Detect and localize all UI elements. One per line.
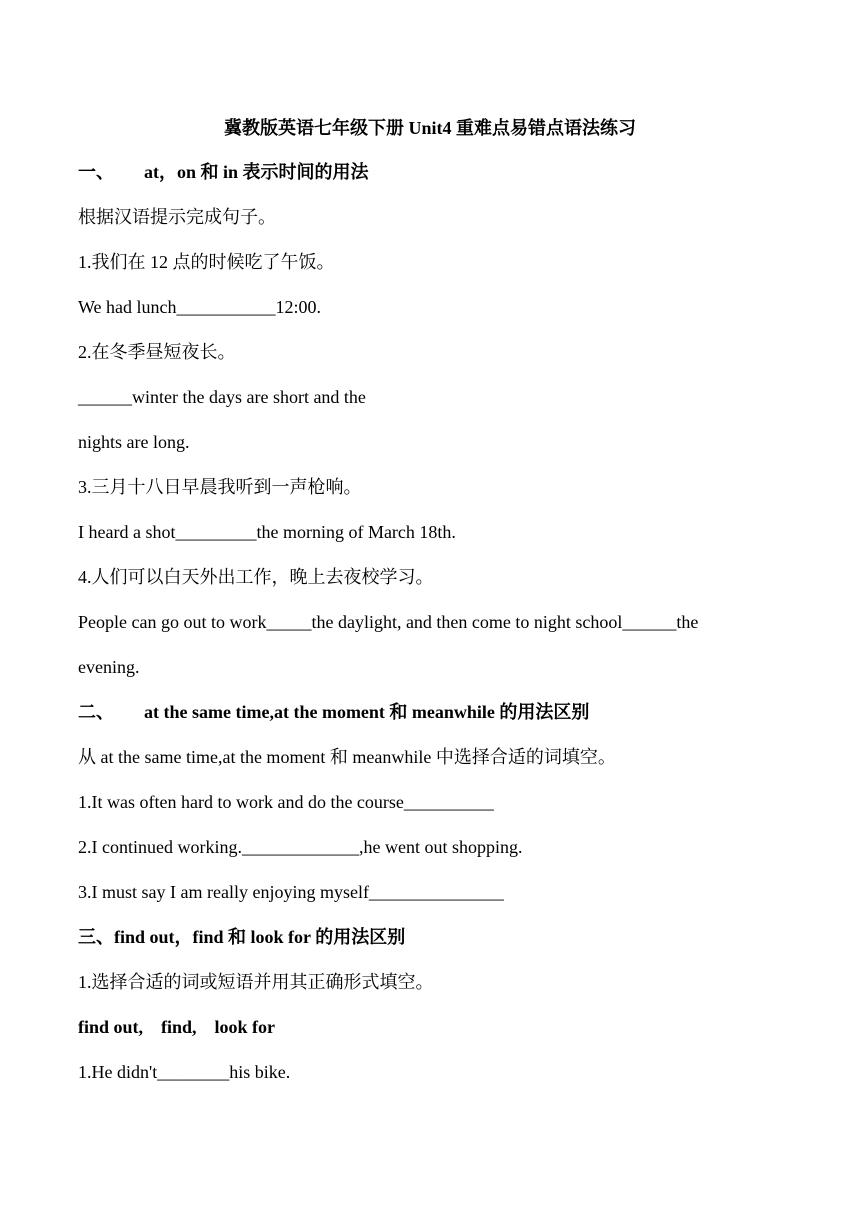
question-3-chinese: 3.三月十八日早晨我听到一声枪响。 bbox=[78, 477, 362, 497]
section-3-instruction: 1.选择合适的词或短语并用其正确形式填空。 bbox=[78, 972, 434, 992]
question-4-chinese: 4.人们可以白天外出工作，晚上去夜校学习。 bbox=[78, 567, 434, 587]
question-4-english-line-1: People can go out to work_____the daylight, and then come to night school______the bbox=[78, 612, 699, 632]
question-2-english-line-1: ______winter the days are short and the bbox=[78, 387, 366, 407]
question-2-chinese: 2.在冬季昼短夜长。 bbox=[78, 342, 236, 362]
section-2-title: at the same time,at the moment 和 meanwhile 的用法区别 bbox=[144, 702, 590, 722]
section-2-heading bbox=[78, 701, 589, 723]
section-2-question-2: 2.I continued working._____________,he went out shopping. bbox=[78, 837, 523, 857]
section-1-instruction: 根据汉语提示完成句子。 bbox=[78, 207, 276, 227]
question-3-english: I heard a shot_________the morning of March 18th. bbox=[78, 522, 456, 542]
document-title: 冀教版英语七年级下册 Unit4 重难点易错点语法练习 bbox=[223, 118, 636, 138]
section-1-number: 一、 bbox=[78, 162, 114, 182]
section-2-number: 二、 bbox=[78, 702, 114, 722]
section-2-instruction: 从 at the same time,at the moment 和 meanwhile 中选择合适的词填空。 bbox=[78, 747, 616, 767]
section-3-question-1: 1.He didn't________his bike. bbox=[78, 1062, 291, 1082]
question-1-chinese: 1.我们在 12 点的时候吃了午饭。 bbox=[78, 252, 335, 272]
section-1-heading bbox=[78, 161, 369, 183]
question-4-english-line-2: evening. bbox=[78, 657, 140, 677]
section-2-question-1: 1.It was often hard to work and do the course__________ bbox=[78, 792, 494, 812]
section-3-heading: 三、find out，find 和 look for 的用法区别 bbox=[78, 927, 406, 947]
question-1-english: We had lunch___________12:00. bbox=[78, 297, 322, 317]
section-2-question-3: 3.I must say I am really enjoying myself_______________ bbox=[78, 882, 504, 902]
word-bank: find out, find, look for bbox=[78, 1017, 276, 1037]
section-1-title: at，on 和 in 表示时间的用法 bbox=[144, 162, 369, 182]
question-2-english-line-2: nights are long. bbox=[78, 432, 190, 452]
